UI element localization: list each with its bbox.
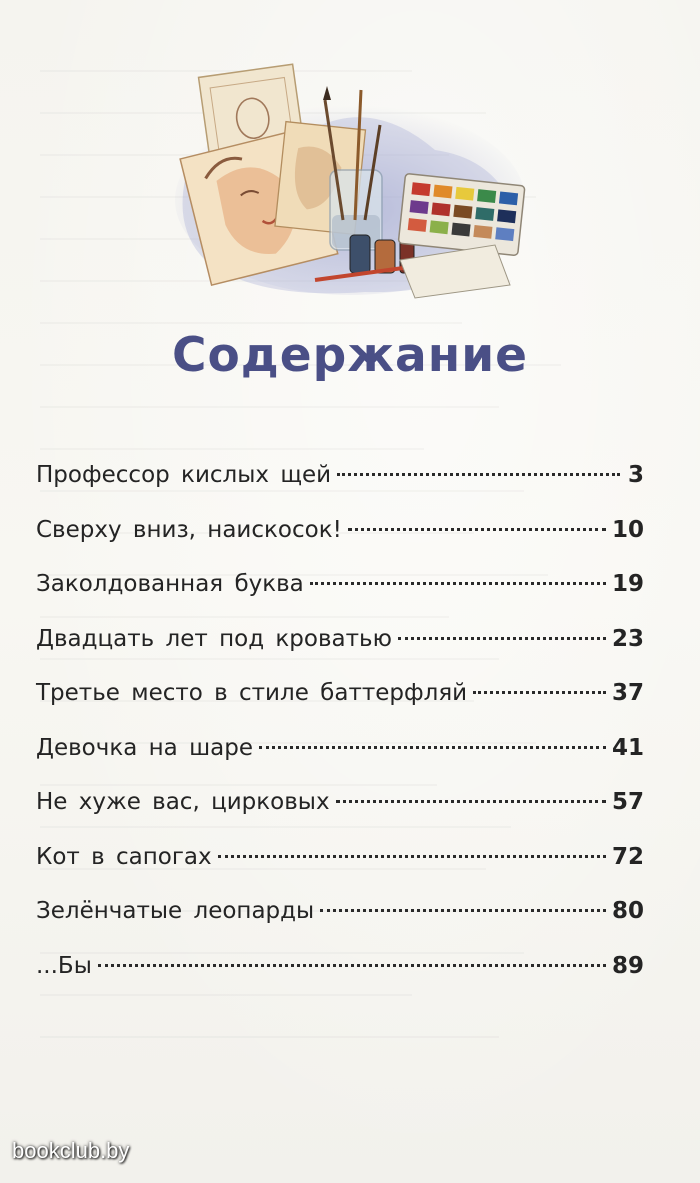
- page-title: Содержание: [171, 328, 529, 383]
- dot-leader: [98, 964, 606, 967]
- toc-entry-page: 72: [611, 843, 644, 870]
- dot-leader: [218, 855, 606, 858]
- toc-entry-page: 89: [611, 952, 644, 979]
- dot-leader: [320, 909, 606, 912]
- toc-entry[interactable]: [36, 939, 644, 994]
- dot-leader: [348, 528, 606, 531]
- toc-entry[interactable]: [36, 721, 644, 776]
- toc-entry[interactable]: [36, 666, 644, 721]
- toc-entry-page: 19: [611, 571, 644, 597]
- table-of-contents: [36, 448, 644, 993]
- toc-entry-title: Кот в сапогах: [36, 843, 212, 870]
- toc-entry-page: 57: [611, 789, 644, 815]
- dot-leader: [473, 691, 606, 694]
- art-supplies-illustration: [175, 30, 530, 305]
- toc-entry-page: 23: [611, 625, 644, 652]
- dot-leader: [310, 582, 606, 585]
- toc-entry-title: ...Бы: [36, 952, 92, 979]
- toc-entry-page: 37: [611, 680, 644, 706]
- toc-entry[interactable]: [36, 557, 644, 612]
- toc-entry-title: Девочка на шаре: [36, 734, 253, 761]
- toc-entry-title: Двадцать лет под кроватью: [36, 625, 392, 652]
- toc-entry-title: Не хуже вас, цирковых: [36, 789, 330, 815]
- toc-entry[interactable]: [36, 448, 644, 503]
- toc-entry[interactable]: [36, 775, 644, 830]
- toc-entry-title: Профессор кислых щей: [36, 462, 332, 488]
- dot-leader: [398, 637, 606, 640]
- toc-entry[interactable]: [36, 503, 644, 558]
- toc-entry-title: Заколдованная буква: [36, 571, 304, 597]
- toc-entry-title: Сверху вниз, наискосок!: [36, 516, 342, 543]
- toc-entry[interactable]: [36, 612, 644, 667]
- dot-leader: [259, 746, 606, 749]
- toc-entry-title: Зелёнчатые леопарды: [36, 898, 315, 924]
- toc-entry-page: 41: [611, 734, 644, 761]
- dot-leader: [337, 473, 620, 476]
- toc-entry-page: 3: [627, 462, 644, 488]
- toc-entry-page: 80: [611, 898, 644, 924]
- dot-leader: [336, 800, 606, 803]
- toc-entry-page: 10: [611, 516, 644, 543]
- toc-entry-title: Третье место в стиле баттерфляй: [36, 680, 468, 706]
- toc-entry[interactable]: [36, 830, 644, 885]
- toc-entry[interactable]: [36, 884, 644, 939]
- site-watermark: bookclub.by: [12, 1138, 130, 1163]
